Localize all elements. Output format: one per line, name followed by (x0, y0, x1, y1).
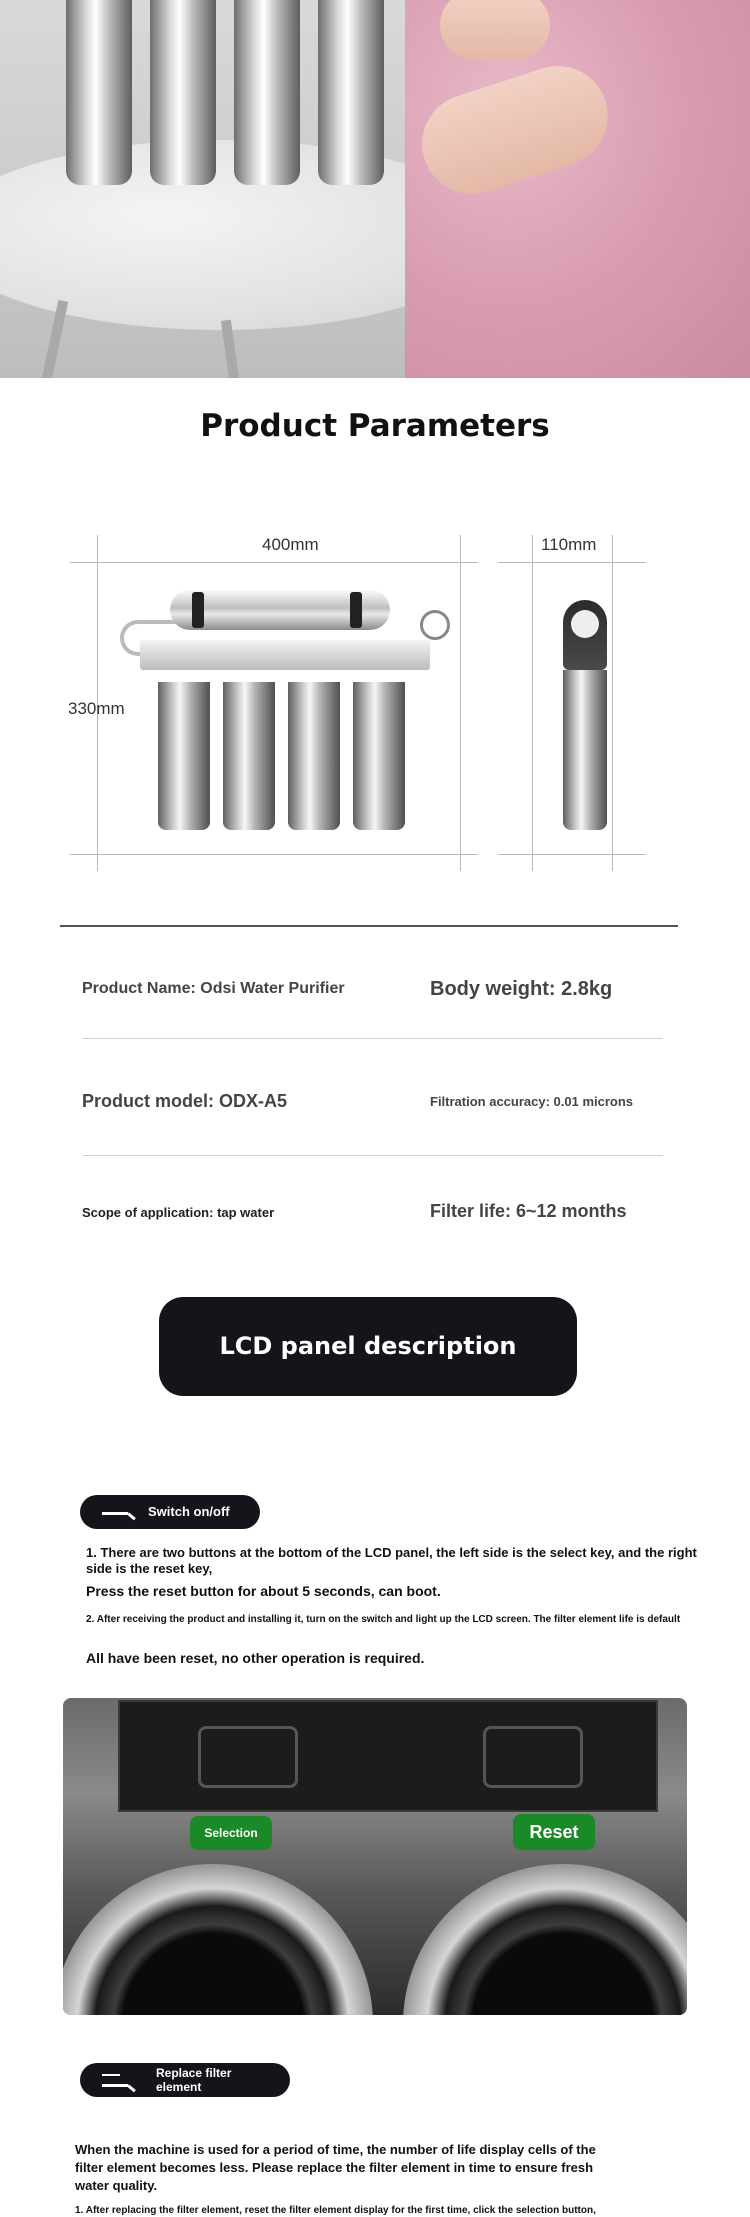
switch-label-text: Switch on/off (148, 1504, 230, 1519)
tick-icon (127, 2084, 136, 2092)
switch-text-4: All have been reset, no other operation is required. (86, 1650, 425, 1666)
side-view-knob (571, 610, 599, 638)
spec-product-model: Product model: ODX-A5 (82, 1091, 288, 1111)
dim-line (532, 535, 533, 871)
lcd-panel-photo (63, 1698, 687, 2015)
hero-product-photo (0, 0, 750, 378)
pressure-gauge-icon (420, 610, 450, 640)
dimension-width-label: 400mm (262, 535, 319, 554)
reset-button-tag: Reset (513, 1814, 595, 1850)
dim-line (70, 562, 478, 563)
filter-cap-left (63, 1864, 373, 2015)
dim-line (498, 562, 646, 563)
spec-product-name: Product Name: Odsi Water Purifier (82, 980, 345, 997)
dim-line (70, 854, 478, 855)
replace-text: When the machine is used for a period of time, the number of life display cells of the filter element becomes less. Please replace the filter element in time to ensure fresh water quality. (75, 2142, 596, 2193)
dash-icon (102, 2084, 128, 2087)
dash-icon (102, 2074, 120, 2076)
product-front-view (120, 590, 470, 835)
switch-text-2: Press the reset button for about 5 seconds, can boot. (86, 1583, 441, 1599)
filter-cap-right (403, 1864, 687, 2015)
filter-canister (288, 682, 340, 830)
switch-section-label (80, 1495, 260, 1529)
lcd-panel-heading: LCD panel description (159, 1297, 577, 1396)
replace-section-label (80, 2063, 290, 2097)
side-view-canister (563, 670, 607, 830)
dimension-depth-label: 110mm (541, 535, 597, 554)
spec-filter-life: Filter life: 6~12 months (430, 1201, 627, 1221)
replace-step-1: 1. After replacing the filter element, reset the filter element display for the first time, click the selection button, (75, 2205, 596, 2216)
page-title: Product Parameters (200, 408, 550, 444)
product-side-view (555, 600, 615, 830)
dimension-height-label: 330mm (68, 699, 125, 718)
replace-label-line1: Replace filter (156, 2066, 232, 2080)
switch-text-3: 2. After receiving the product and installing it, turn on the switch and light up the LCD screen. The filter element life is default (86, 1614, 681, 1625)
divider (60, 925, 678, 927)
housing-clip (192, 592, 204, 628)
woman-hand-upper (440, 0, 550, 60)
housing-clip (350, 592, 362, 628)
selection-button-tag: Selection (190, 1816, 272, 1850)
filter-canister (66, 0, 132, 185)
divider (83, 1155, 663, 1156)
mounting-rail (140, 640, 430, 670)
filter-canister (158, 682, 210, 830)
spec-body-weight: Body weight: 2.8kg (430, 978, 613, 1000)
switch-text-1: 1. There are two buttons at the bottom of the LCD panel, the left side is the select key, and the right side is the reset key, (86, 1545, 697, 1576)
filter-canister (353, 682, 405, 830)
tick-icon (127, 1512, 136, 1520)
reset-key-slot (483, 1726, 583, 1788)
filter-canister (223, 682, 275, 830)
replace-label-line2: element (156, 2080, 202, 2094)
dim-line (498, 854, 646, 855)
table-leg (42, 300, 68, 378)
spec-scope: Scope of application: tap water (82, 1205, 275, 1220)
spec-filtration-accuracy: Filtration accuracy: 0.01 microns (430, 1094, 634, 1109)
filter-canister (234, 0, 300, 185)
filter-canister (318, 0, 384, 185)
dash-icon (102, 1512, 128, 1515)
divider (83, 1038, 663, 1039)
filter-canister (150, 0, 216, 185)
select-key-slot (198, 1726, 298, 1788)
